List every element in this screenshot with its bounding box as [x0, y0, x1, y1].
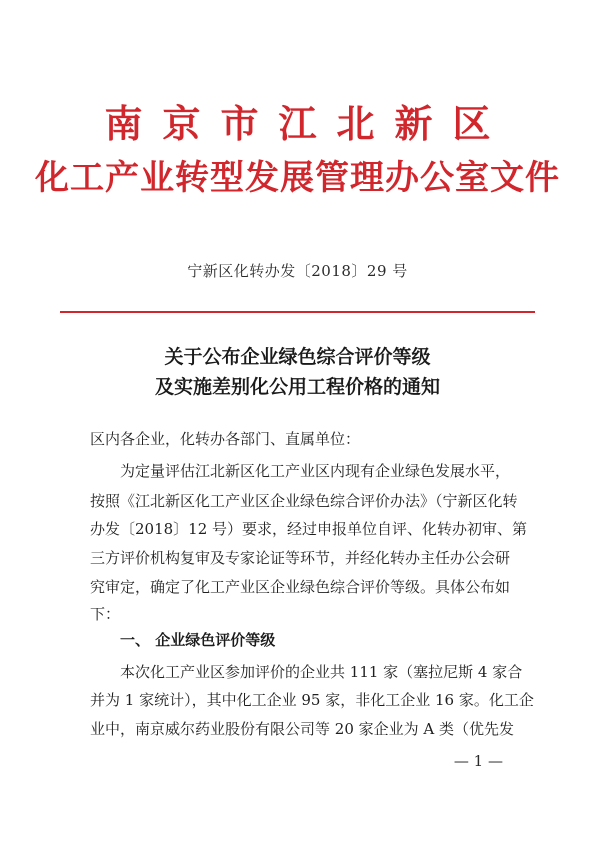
document-title-line1: 关于公布企业绿色综合评价等级 [164, 346, 431, 368]
paragraph1-line5: 究审定，确定了化工产业区企业绿色综合评价等级。具体公布如 [90, 578, 511, 596]
addressee-line: 区内各企业，化转办各部门、直属单位： [90, 430, 361, 448]
paragraph2-line1: 本次化工产业区参加评价的企业共 111 家（塞拉尼斯 4 家合 [120, 663, 523, 681]
paragraph1-line3: 办发〔2018〕12 号）要求，经过申报单位自评、化转办初审、第 [90, 520, 528, 538]
paragraph2-line3: 业中，南京威尔药业股份有限公司等 20 家企业为 A 类（优先发 [90, 720, 514, 738]
document-number: 宁新区化转办发〔2018〕29 号 [187, 262, 408, 280]
document-title-line2: 及实施差别化公用工程价格的通知 [154, 376, 440, 398]
paragraph1-line6: 下： [90, 605, 121, 623]
header-issuer-line2: 化工产业转型发展管理办公室文件 [35, 158, 560, 198]
section1-heading: 一、 企业绿色评价等级 [120, 631, 276, 649]
header-issuer-line1: 南京市江北新区 [104, 102, 511, 146]
paragraph1-line4: 三方评价机构复审及专家论证等环节，并经化转办主任办公会研 [90, 549, 511, 567]
paragraph1-line1: 为定量评估江北新区化工产业区内现有企业绿色发展水平， [120, 462, 511, 480]
paragraph2-line2: 并为 1 家统计），其中化工企业 95 家，非化工企业 16 家。化工企 [90, 691, 534, 709]
red-divider-line [60, 311, 535, 313]
page-number: — 1 — [453, 752, 503, 770]
paragraph1-line2: 按照《江北新区化工产业区企业绿色综合评价办法》（宁新区化转 [90, 492, 518, 510]
